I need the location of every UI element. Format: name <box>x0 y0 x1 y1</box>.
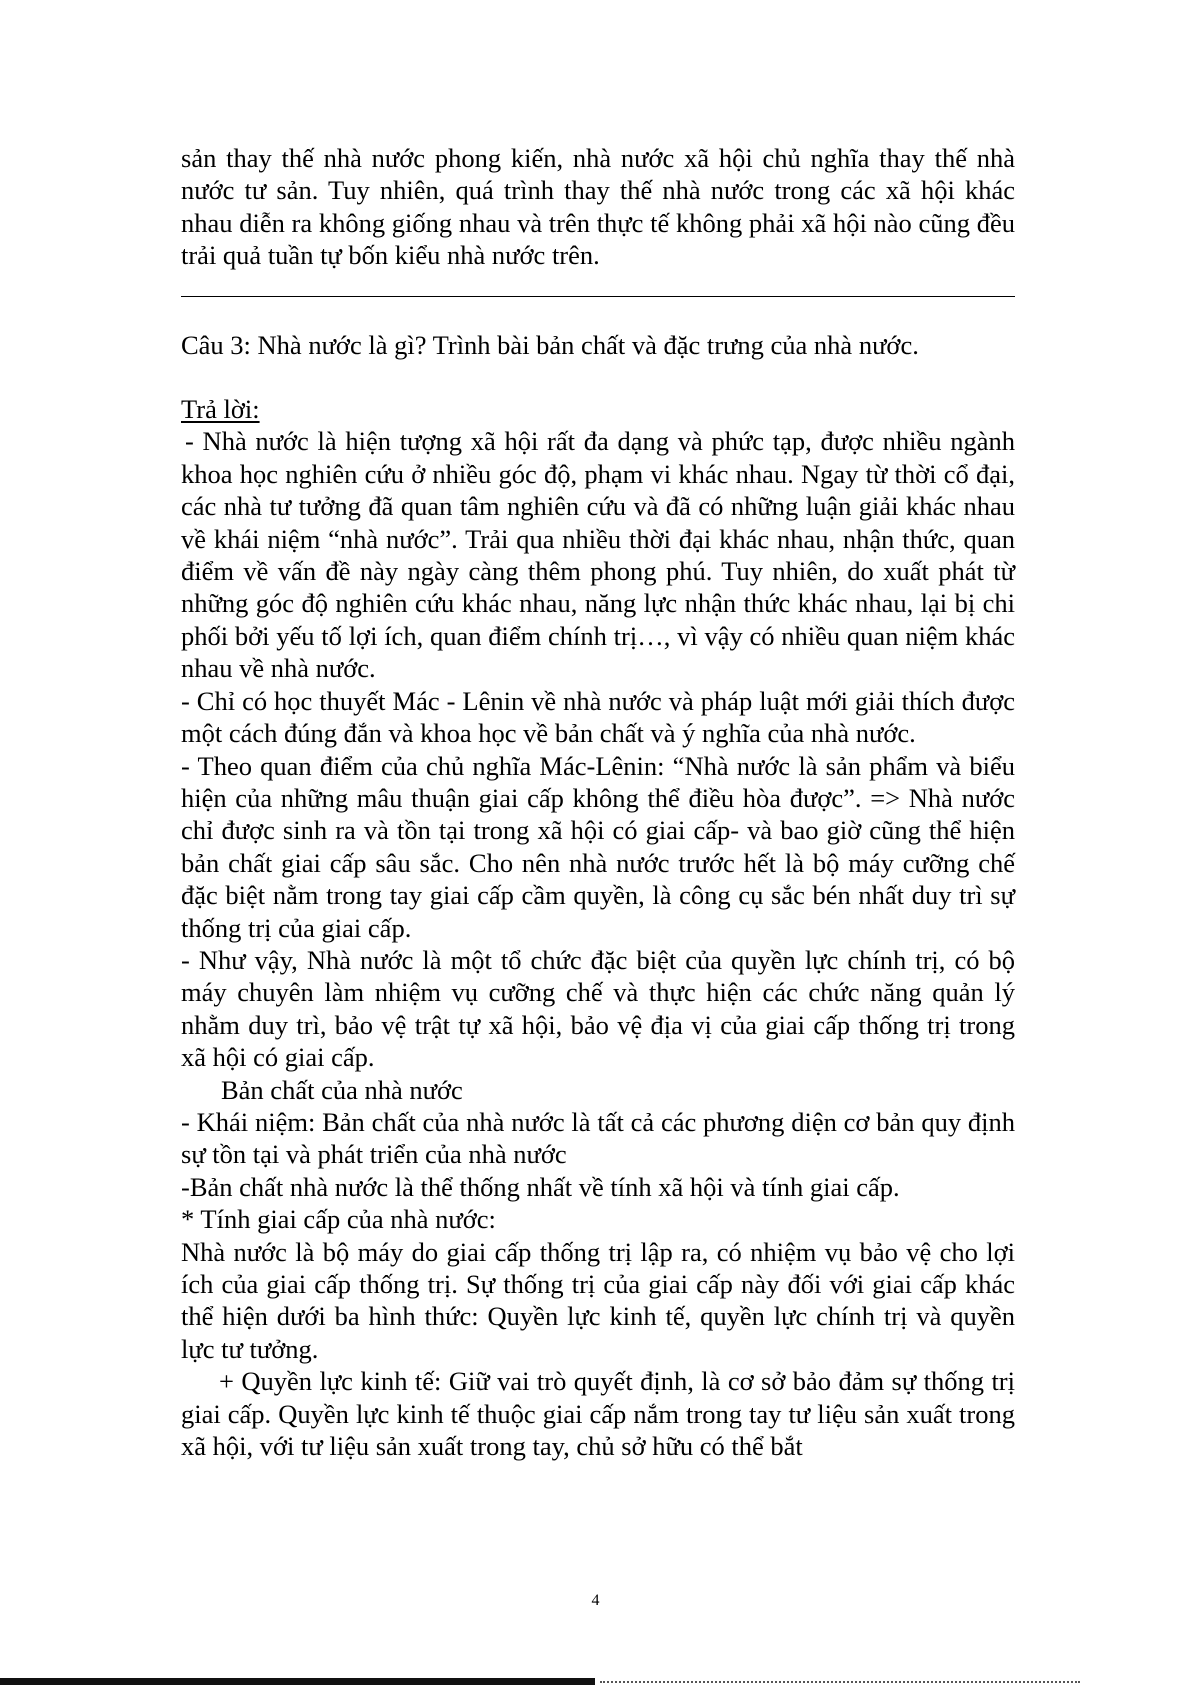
paragraph-class-nature-heading: * Tính giai cấp của nhà nước: <box>181 1204 496 1235</box>
paragraph-definition: - Nhà nước là hiện tượng xã hội rất đa dạng và phức tạp, được nhiều ngành khoa học nghiên cứu ở nhiều góc độ, phạm vi khác nhau. Ngay từ thời cổ đại, các nhà tư tưởng đã quan tâm nghiên cứu và đã có những luận giải khác nhau về khái niệm “nhà nước”. Trải qua nhiều thời đại khác nhau, nhận thức, quan điểm về vấn đề này ngày càng thêm phong phú. Tuy nhiên, do xuất phát từ những góc độ nghiên cứu khác nhau, năng lực nhận thức khác nhau, lại bị chi phối bởi yếu tố lợi ích, quan điểm chính trị…, vì vậy có nhiều quan niệm khác nhau về nhà nước. <box>181 426 1015 684</box>
answer-label: Trả lời: <box>181 394 260 425</box>
section-divider <box>181 296 1015 297</box>
subheading-essence: Bản chất của nhà nước <box>221 1074 463 1105</box>
scan-edge-dots <box>600 1681 1080 1685</box>
paragraph-marxism: - Chỉ có học thuyết Mác - Lênin về nhà nước và pháp luật mới giải thích được một cách đúng đắn và khoa học về bản chất và ý nghĩa của nhà nước. <box>181 685 1015 749</box>
question-heading: Câu 3: Nhà nước là gì? Trình bài bản chất và đặc trưng của nhà nước. <box>181 329 919 360</box>
page-body <box>181 142 1015 1462</box>
paragraph-unity: -Bản chất nhà nước là thể thống nhất về tính xã hội và tính giai cấp. <box>181 1171 900 1202</box>
paragraph-economic-power: + Quyền lực kinh tế: Giữ vai trò quyết định, là cơ sở bảo đảm sự thống trị giai cấp. Quyền lực kinh tế thuộc giai cấp nắm trong tay tư liệu sản xuất trong xã hội, với tư liệu sản xuất trong tay, chủ sở hữu có thể bắt <box>181 1366 1015 1462</box>
page-number: 4 <box>591 1592 600 1609</box>
paragraph-concept: - Khái niệm: Bản chất của nhà nước là tất cả các phương diện cơ bản quy định sự tồn tại và phát triển của nhà nước <box>181 1106 1015 1170</box>
scan-edge-bar <box>0 1678 595 1685</box>
intro-paragraph: sản thay thế nhà nước phong kiến, nhà nước xã hội chủ nghĩa thay thế nhà nước tư sản. Tuy nhiên, quá trình thay thế nhà nước trong các xã hội khác nhau diễn ra không giống nhau và trên thực tế không phải xã hội nào cũng đều trải quả tuần tự bốn kiểu nhà nước trên. <box>181 143 1015 271</box>
paragraph-class-nature: Nhà nước là bộ máy do giai cấp thống trị lập ra, có nhiệm vụ bảo vệ cho lợi ích của giai cấp thống trị. Sự thống trị của giai cấp này đối với giai cấp khác thể hiện dưới ba hình thức: Quyền lực kinh tế, quyền lực chính trị và quyền lực tư tưởng. <box>181 1236 1015 1364</box>
paragraph-marxist-view: - Theo quan điểm của chủ nghĩa Mác-Lênin: “Nhà nước là sản phẩm và biểu hiện của những mâu thuận giai cấp không thể điều hòa được”. => Nhà nước chỉ được sinh ra và tồn tại trong xã hội có giai cấp- và bao giờ cũng thể hiện bản chất giai cấp sâu sắc. Cho nên nhà nước trước hết là bộ máy cưỡng chế đặc biệt nằm trong tay giai cấp cầm quyền, là công cụ sắc bén nhất duy trì sự thống trị của giai cấp. <box>181 750 1015 943</box>
paragraph-summary: - Như vậy, Nhà nước là một tổ chức đặc biệt của quyền lực chính trị, có bộ máy chuyên làm nhiệm vụ cưỡng chế và thực hiện các chức năng quản lý nhằm duy trì, bảo vệ trật tự xã hội, bảo vệ địa vị của giai cấp thống trị trong xã hội có giai cấp. <box>181 944 1015 1073</box>
